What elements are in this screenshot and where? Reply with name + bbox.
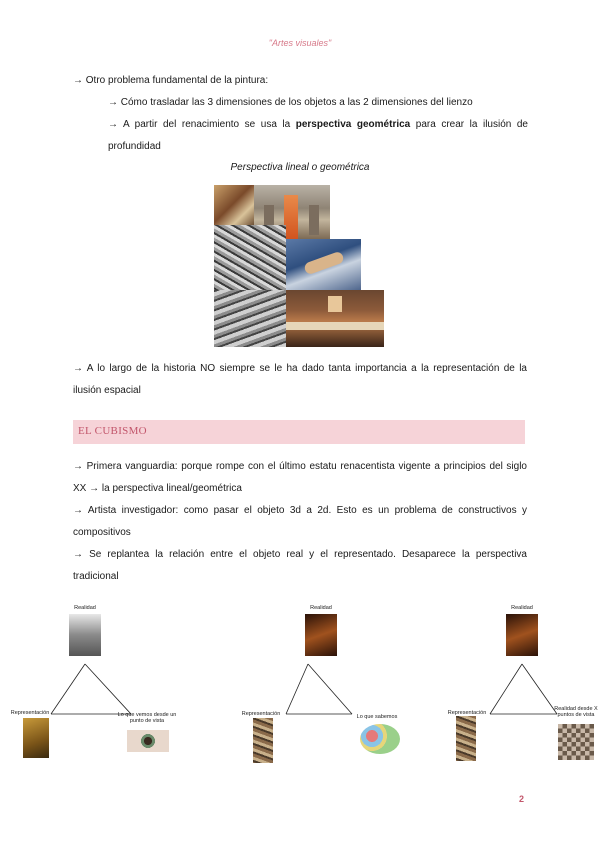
diagram-2-right-label: Lo que sabemos bbox=[356, 714, 398, 720]
painting-escher-lower bbox=[214, 290, 286, 347]
diagram-3 bbox=[440, 600, 600, 765]
page-number: 2 bbox=[519, 794, 525, 804]
collage-caption: Perspectiva lineal o geométrica bbox=[230, 162, 370, 173]
text-perspectiva-bold: perspectiva geométrica bbox=[295, 119, 411, 130]
paragraph-pintura: → Otro problema fundamental de la pintura: bbox=[73, 75, 269, 86]
diagram-1-top-label: Realidad bbox=[74, 605, 96, 611]
diagram-1 bbox=[5, 600, 185, 765]
brain-image bbox=[360, 724, 400, 754]
eye-image bbox=[127, 730, 169, 752]
page-header: "Artes visuales" bbox=[268, 38, 332, 48]
diagram-1-left-label: Representación bbox=[10, 710, 50, 716]
discobolus-image bbox=[69, 614, 101, 656]
diagram-2 bbox=[228, 600, 408, 765]
paragraph-relacion: → Se replantea la relación entre el objeto real y el representado. Desaparece la perspectiva tradicional bbox=[73, 549, 527, 582]
violin-image bbox=[506, 614, 538, 656]
violin-image bbox=[305, 614, 337, 656]
text-renacimiento-b: para crear la ilusión de profundidad bbox=[108, 119, 528, 152]
diagram-3-top-label: Realidad bbox=[511, 605, 533, 611]
discobolus-statue-image bbox=[23, 718, 49, 758]
painting-dead-christ bbox=[286, 239, 361, 291]
cubist-painting-image bbox=[253, 718, 273, 763]
diagram-2-left-label: Representación bbox=[241, 711, 281, 717]
text-renacimiento-a: → A partir del renacimiento se usa la bbox=[108, 119, 296, 130]
diagram-2-top-label: Realidad bbox=[310, 605, 332, 611]
diagram-3-right-label: Realidad desde X puntos de vista bbox=[554, 706, 598, 718]
section-title-cubismo: EL CUBISMO bbox=[78, 425, 147, 437]
perspective-collage bbox=[214, 185, 384, 347]
painting-last-supper bbox=[286, 290, 384, 347]
painting-escher bbox=[214, 225, 286, 293]
paragraph-investigador: → Artista investigador: como pasar el objeto 3d a 2d. Esto es un problema de constructivos y compositivos bbox=[73, 505, 527, 538]
cubist-painting-image bbox=[456, 716, 476, 761]
paragraph-dimensiones: → Cómo trasladar las 3 dimensiones de los objetos a las 2 dimensiones del lienzo bbox=[108, 97, 473, 108]
paragraph-historia: → A lo largo de la historia NO siempre se le ha dado tanta importancia a la representación de la ilusión espacial bbox=[73, 363, 527, 396]
paragraph-vanguardia: → Primera vanguardia: porque rompe con el último estatu renacentista vigente a principios del siglo XX → la perspectiva lineal/geométrica bbox=[73, 461, 527, 494]
diagram-3-left-label: Representación bbox=[447, 710, 487, 716]
paragraph-renacimiento bbox=[108, 114, 528, 158]
multiview-image bbox=[558, 724, 594, 760]
diagram-1-right-label: Lo que vemos desde un punto de vista bbox=[117, 712, 177, 724]
section-heading-bar bbox=[73, 420, 525, 444]
painting-top-left bbox=[214, 185, 256, 227]
